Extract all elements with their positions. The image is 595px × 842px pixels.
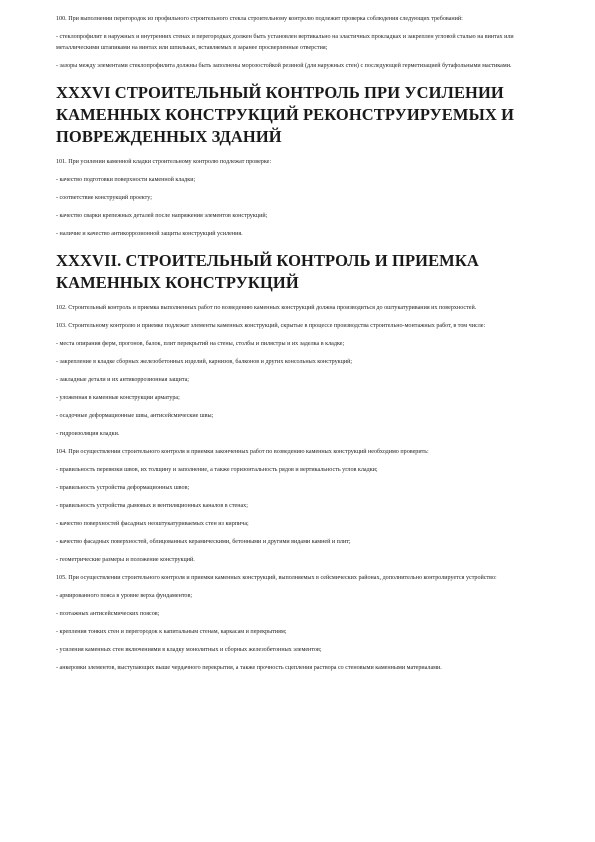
list-item: - правильность устройства деформационных швов; xyxy=(56,485,190,491)
paragraph-105: 105. При осуществлении строительного контроля и приемки каменных конструкций, выполняемых в сейсмических районах, дополнительно контролируется устройство: xyxy=(56,575,497,581)
list-item: - анкеровки элементов, выступающих выше чердачного перекрытия, а также прочность сцепления раствора со стеновыми каменными материалами. xyxy=(56,665,442,671)
list-item: - крепления тонких стен и перегородок к капитальным стенам, каркасам и перекрытиям; xyxy=(56,629,287,635)
list-item: - правильность перевязки швов, их толщину и заполнение, а также горизонтальность рядов и вертикальность углов кладки; xyxy=(56,467,378,473)
list-item: - осадочные деформационные швы, антисейсмические швы; xyxy=(56,413,214,419)
list-item: - поэтажных антисейсмических поясов; xyxy=(56,611,160,617)
list-item: - армированного пояса в уровне верха фундаментов; xyxy=(56,593,193,599)
section-37-heading: XXXVII. СТРОИТЕЛЬНЫЙ КОНТРОЛЬ И ПРИЕМКА КАМЕННЫХ КОНСТРУКЦИЙ xyxy=(56,251,479,292)
list-item: - соответствие конструкций проекту; xyxy=(56,195,152,201)
paragraph-100: 100. При выполнении перегородок из профильного строительного стекла строительному контролю подлежит проверка соблюдения следующих требований: xyxy=(56,16,463,22)
paragraph-101: 101. При усилении каменной кладки строительному контролю подлежат проверке: xyxy=(56,159,272,165)
list-item: - правильность устройства дымовых и вентиляционных каналов в стенах; xyxy=(56,503,248,509)
paragraph-103: 103. Строительному контролю и приемке подлежат элементы каменных конструкций, скрытые в процессе производства строительно-монтажных работ, в том числе: xyxy=(56,323,486,329)
list-item: - зазоры между элементами стеклопрофилита должны быть заполнены морозостойкой резиной (для наружных стен) с последующей герметизацией бутафольными мастиками. xyxy=(56,63,512,69)
list-item: - качество сварки крепежных деталей после напряжения элементов конструкций; xyxy=(56,213,268,219)
list-item: - уложенная в каменные конструкции арматура; xyxy=(56,395,180,401)
list-item: - качество подготовки поверхности каменной кладки; xyxy=(56,177,196,183)
section-36-heading: XXXVI СТРОИТЕЛЬНЫЙ КОНТРОЛЬ ПРИ УСИЛЕНИИ КАМЕННЫХ КОНСТРУКЦИЙ РЕКОНСТРУИРУЕМЫХ И ПОВРЕЖДЕННЫХ ЗДАНИЙ xyxy=(56,83,515,146)
list-item: - закладные детали и их антикоррозионная защита; xyxy=(56,377,189,383)
paragraph-104: 104. При осуществлении строительного контроля и приемки законченных работ по возведению каменных конструкций необходимо проверить: xyxy=(56,449,429,455)
list-item: - качество поверхностей фасадных неоштукатуриваемых стен из кирпича; xyxy=(56,521,249,527)
list-item: - стеклопрофилит в наружных и внутренних стенах и перегородках должен быть установлен вертикально на эластичных прокладках и закреплен угловой сталью на винтах или металлическими штапиками на винтах или шпильках, вставляемых в заранее просверленные отверстия; xyxy=(56,34,514,51)
list-item: - гидроизоляция кладки. xyxy=(56,431,120,437)
list-item: - усиления каменных стен включениями в кладку монолитных и сборных железобетонных элементов; xyxy=(56,647,322,653)
list-item: - места опирания ферм, прогонов, балок, плит перекрытий на стены, столбы и пилястры и их заделка в кладке; xyxy=(56,341,345,347)
paragraph-102: 102. Строительный контроль и приемка выполненных работ по возведению каменных конструкций должна производиться до оштукатуривания их поверхностей. xyxy=(56,305,477,311)
list-item: - геометрические размеры и положение конструкций. xyxy=(56,557,195,563)
list-item: - наличие и качество антикоррозионной защиты конструкций усиления. xyxy=(56,231,243,237)
list-item: - закрепление в кладке сборных железобетонных изделий, карнизов, балконов и других консольных конструкций; xyxy=(56,359,353,365)
list-item: - качество фасадных поверхностей, облицованных керамическими, бетонными и другими видами камней и плит; xyxy=(56,539,351,545)
